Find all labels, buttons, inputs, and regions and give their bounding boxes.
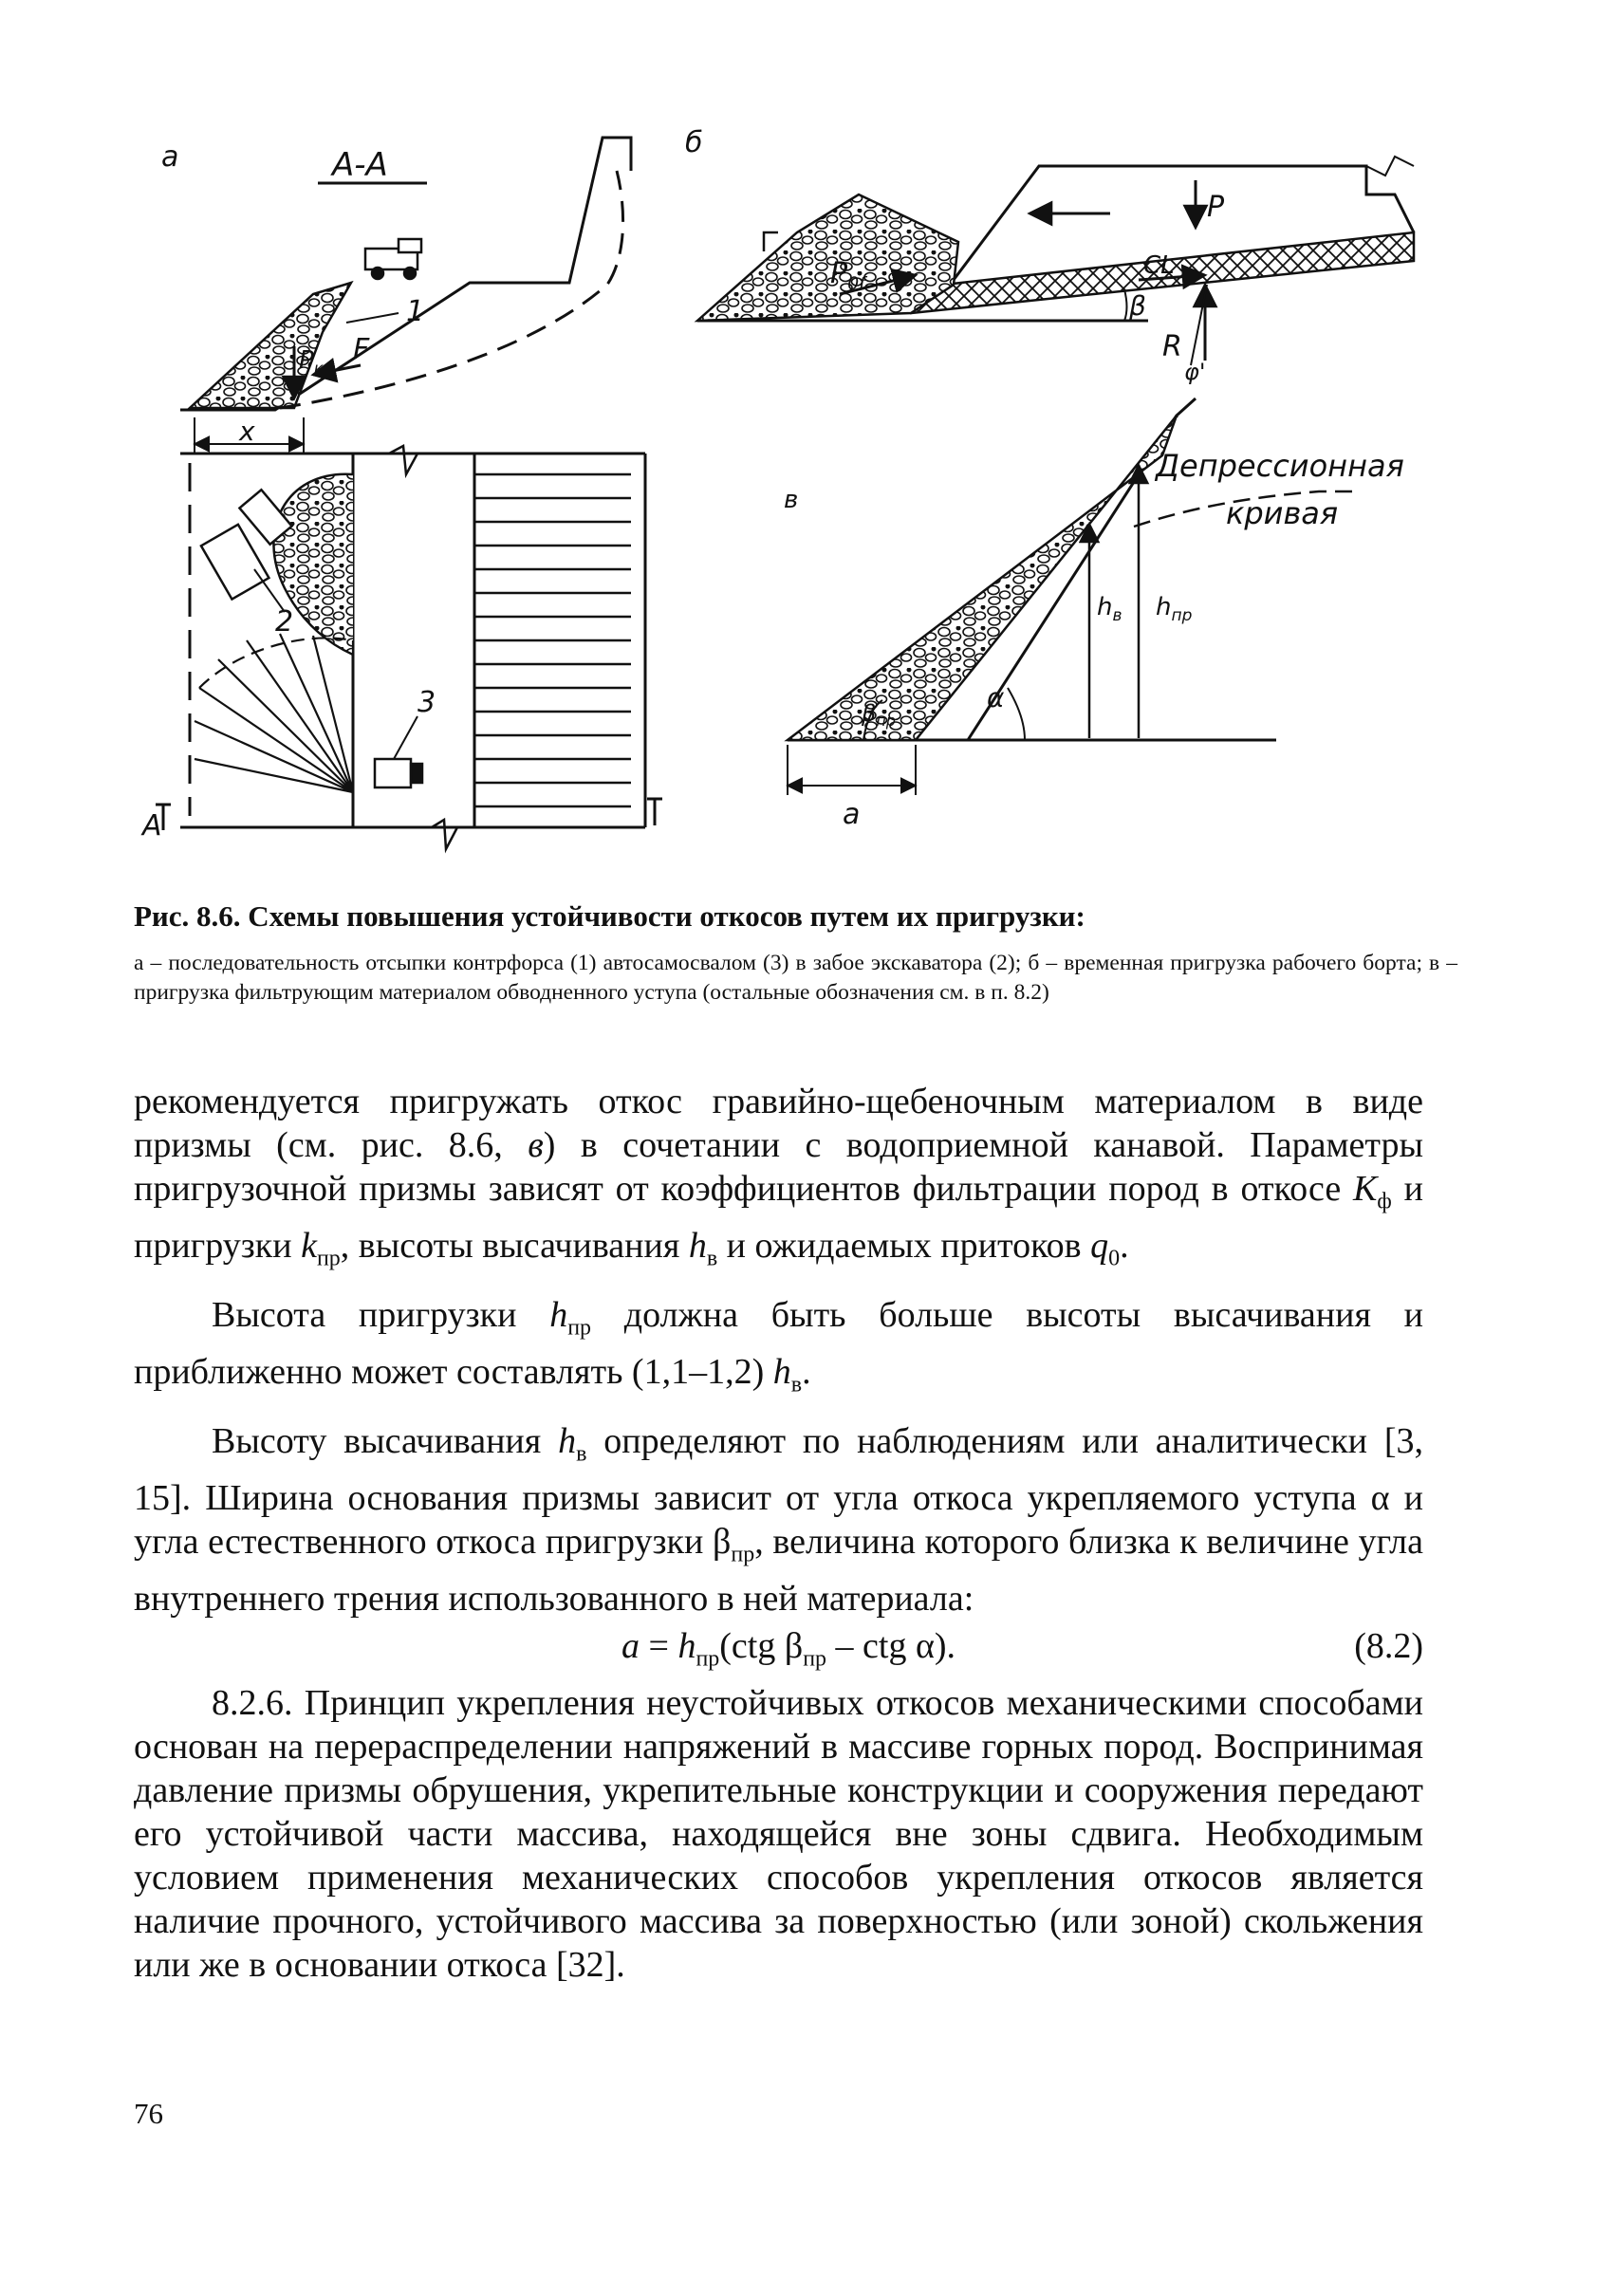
temporary-loading-pile [697,194,958,321]
phi-label: φ' [1184,359,1206,385]
excavation-fan [195,634,353,792]
cl-label: CL [1143,251,1175,280]
plan-hatching [474,474,631,806]
caption-text: а – последовательность отсыпки контрфорса (1) автосамосвалом (3) в забое экскаватора (2); б – временная пригрузка рабочего борта; в – пригрузка фильтрующим материалом обводненного уступа (остальные обозначения см. в п. 8.2) [134,951,1457,1005]
pof-label: $P_{0f}$ [830,257,865,294]
formula-8-2 [134,1624,1423,1672]
beta-pr-label: $\beta_{пр}$ [862,700,896,730]
p-label: P [1207,191,1225,224]
paragraph-3: Высоту высачивания $h_в$ определяют по наблюдениям или аналитически [3, 15]. Ширина основания призмы зависит от угла откоса укрепляемого уступа α и угла естественного откоса пригрузки $\beta_{пр}$, величина которого близка к величине угла внутреннего трения использованного в ней материала: [134,1421,1423,1619]
x-label: x [239,416,255,447]
alpha-label: α [987,682,1005,713]
section-mark-left: А [142,809,162,842]
formula-expression: $а = h_{пр}(ctg$ $\beta_{пр}$ – ctg α). [621,1625,956,1672]
callout-2: 2 [275,605,294,639]
pk-label: $P_к$ [299,346,324,379]
callout-3-leader [394,716,417,759]
paragraph-2: Высота пригрузки $h_{пр}$ должна быть больше высоты высачивания и приближенно может составлять (1,1–1,2) $h_в$. [134,1295,1423,1398]
hv-label: $h_в$ [1097,593,1122,625]
panel-b [685,126,1414,385]
caption-title: Рис. 8.6. Схемы повышения устойчивости откосов путем их пригрузки: [134,899,1085,933]
loading-prism [788,416,1177,740]
panel-a-plan [140,446,662,849]
page-number: 76 [134,2097,163,2130]
dump-truck-icon [365,239,421,279]
body-text [134,1080,1423,1987]
panel-a-section [161,138,631,454]
callout-3: 3 [417,686,436,719]
callout-1: 1 [406,295,425,328]
panel-v-letter: в [784,486,799,514]
depression-label-1: Депрессионная [1156,448,1404,484]
a-dim-label: a [843,798,861,831]
figure-caption [134,898,1457,1008]
figure-8-6 [0,0,1614,873]
r-label: R [1162,330,1182,363]
counterfort-rubble [190,283,351,408]
panel-a-letter: а [161,140,179,174]
hpr-label: $h_{пр}$ [1156,593,1193,625]
panel-b-letter: б [685,126,703,159]
section-label: А-А [332,146,388,184]
paragraph-4: 8.2.6. Принцип укрепления неустойчивых откосов механическими способами основан на перераспределении напряжений в массиве горных пород. Воспринимая давление призмы обрушения, укрепительные конструкции и сооружения передают его устойчивой части массива, находящейся вне зоны сдвига. Необходимым условием применения механических способов укрепления откосов является наличие прочного, устойчивого массива за поверхностью (или зоной) скольжения или же в основании откоса [32]. [134,1682,1423,1985]
callout-1-leader [346,313,399,323]
beta-label: β [1129,290,1146,322]
truck-plan-icon [375,759,422,787]
panel-v [784,398,1404,831]
paragraph-1: рекомендуется пригружать откос гравийно-щебеночным материалом в виде призмы (см. рис. 8.6, в) в сочетании с водоприемной канавой. Параметры пригрузочной призмы зависят от коэффициентов фильтрации пород в откосе $К_ф$ и пригрузки $k_{пр}$, высоты высачивания $h_в$ и ожидаемых притоков $q_0$. [134,1082,1423,1271]
f-label: F [353,333,370,366]
formula-number: (8.2) [1354,1625,1423,1666]
depression-label-2: кривая [1226,495,1339,531]
